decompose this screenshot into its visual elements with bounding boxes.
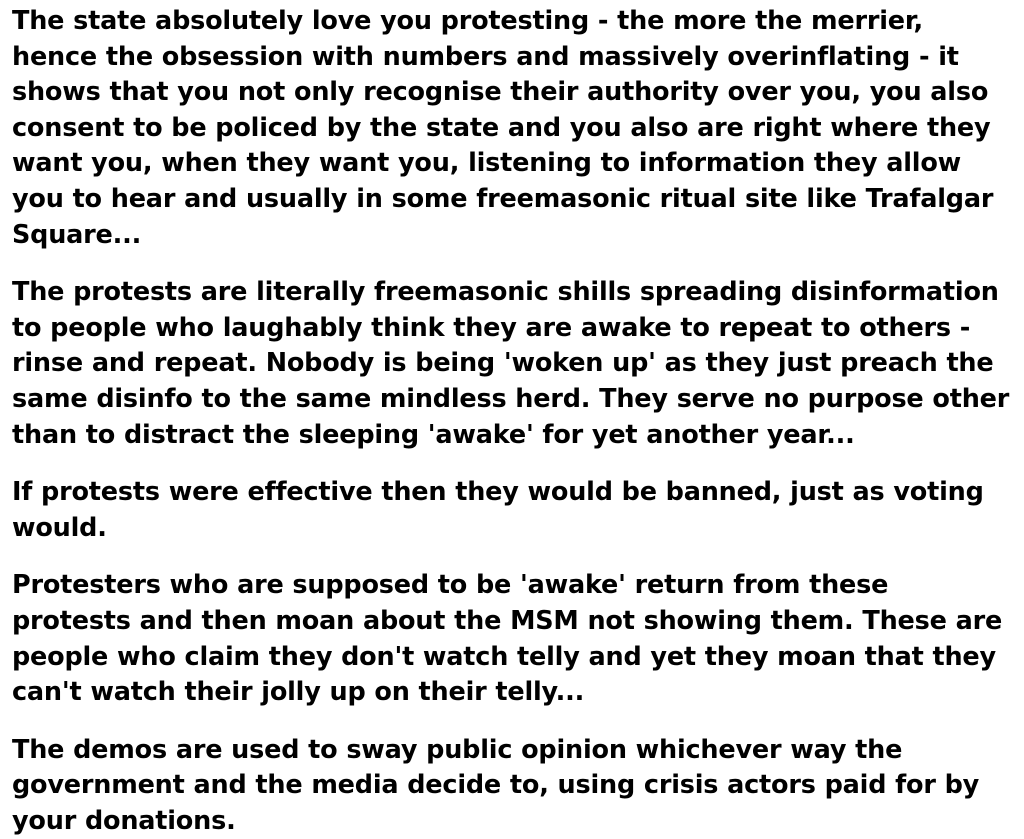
paragraph-5: The demos are used to sway public opinion whichever way the government and the media decide to, using crisis actors paid for by your donations. bbox=[12, 734, 988, 836]
paragraph-2: The protests are literally freemasonic shills spreading disinformation to people who laughably think they are awake to repeat to others - rinse and repeat. Nobody is being 'woken up' as they just preach the same disinfo to the same mindless herd. They serve no purpose other than to distract the sleeping 'awake' for yet another year... bbox=[12, 277, 1019, 450]
paragraph-3: If protests were effective then they would be banned, just as voting would. bbox=[12, 477, 993, 543]
paragraph-4: Protesters who are supposed to be 'awake' return from these protests and then moan about the MSM not showing them. These are people who claim they don't watch telly and yet they moan that they can't watch their jolly up on their telly... bbox=[12, 570, 1011, 708]
paragraph-1: The state absolutely love you protesting - the more the merrier, hence the obsession with numbers and massively overinflating - it shows that you not only recognise their authority over you, you also consent to be policed by the state and you also are right where they want you, when they want you, listening to information they allow you to hear and usually in some freemasonic ritual site like Trafalgar Square... bbox=[12, 6, 1003, 250]
